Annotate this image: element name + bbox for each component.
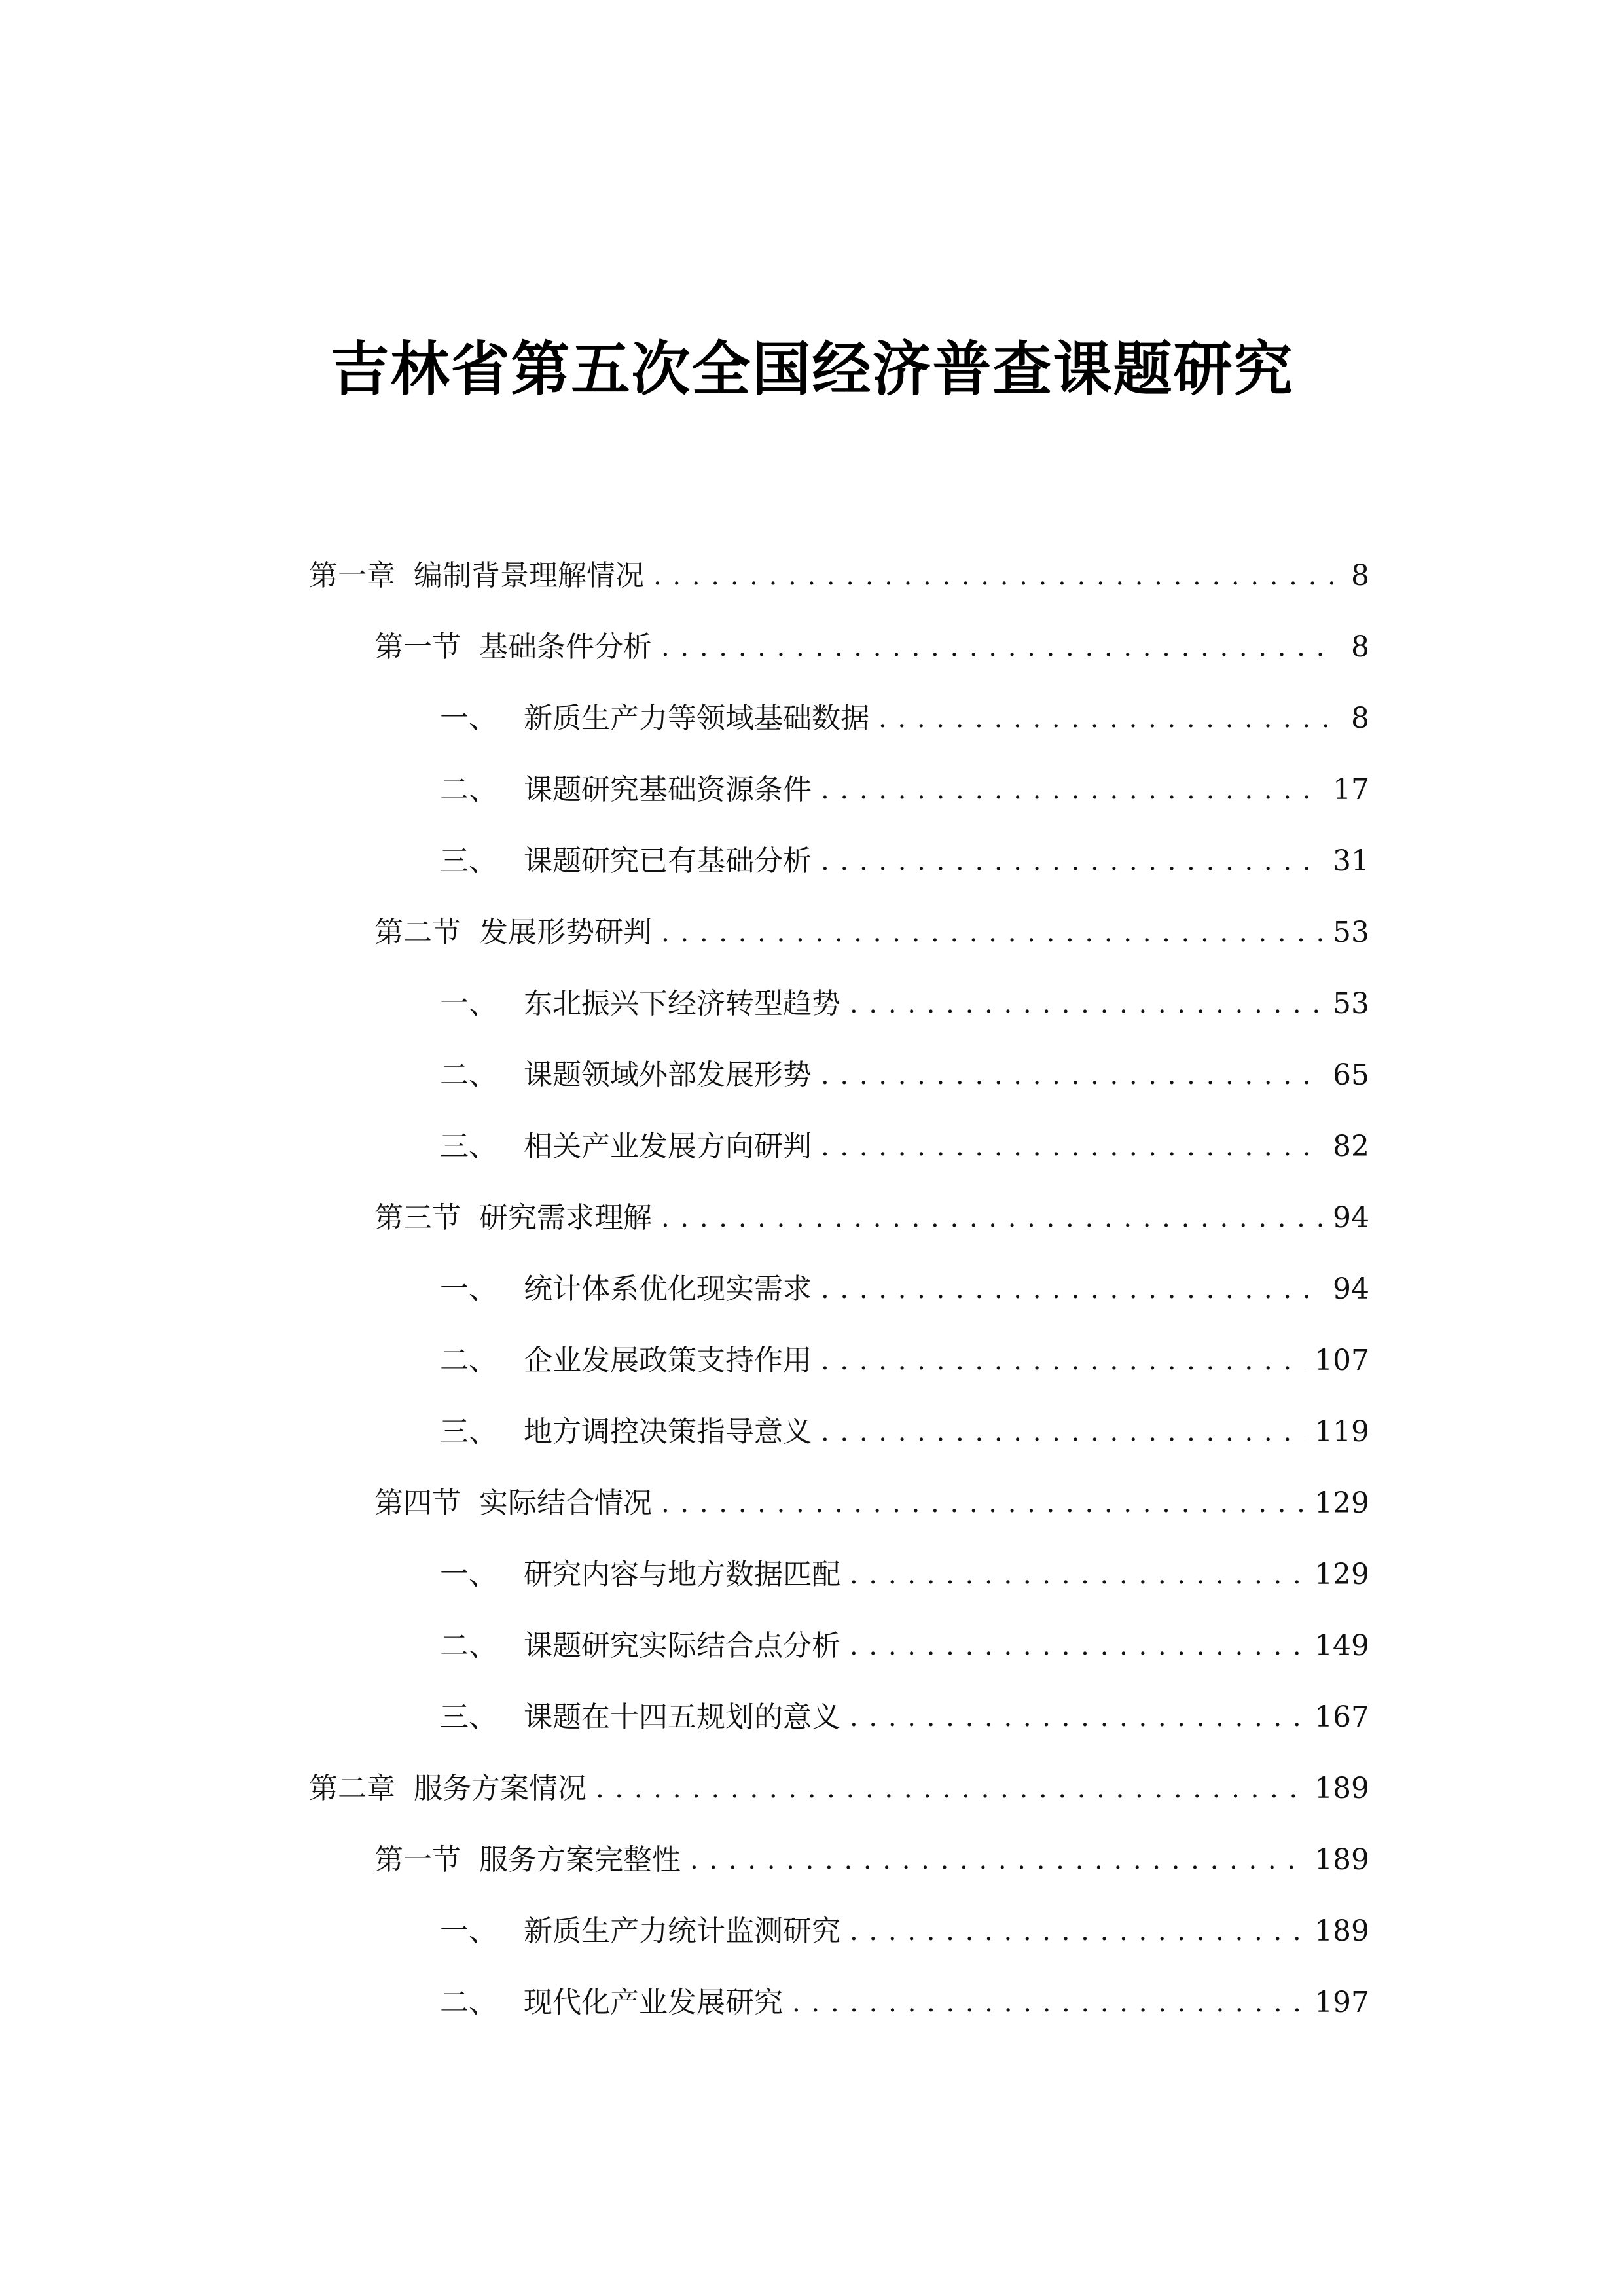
toc-page-number: 8 bbox=[1351, 630, 1369, 664]
toc-entry-title: 课题研究已有基础分析 bbox=[524, 844, 812, 878]
toc-entry-title: 课题在十四五规划的意义 bbox=[524, 1700, 840, 1734]
toc-dot-leader bbox=[661, 1477, 1305, 1530]
toc-entry-title: 课题领域外部发展形势 bbox=[524, 1058, 812, 1092]
toc-dot-leader bbox=[878, 692, 1334, 745]
toc-entry-number: 二、 bbox=[440, 1058, 497, 1092]
toc-entry-section[interactable] bbox=[374, 1834, 1369, 1886]
toc-page-number: 53 bbox=[1333, 987, 1369, 1020]
toc-entry-section[interactable] bbox=[374, 1477, 1369, 1530]
toc-entry-number: 第四节 bbox=[374, 1486, 461, 1520]
toc-entry-number: 三、 bbox=[440, 1415, 497, 1448]
toc-entry-chapter[interactable] bbox=[309, 1763, 1369, 1815]
toc-page-number: 119 bbox=[1314, 1415, 1369, 1448]
toc-entry-title: 企业发展政策支持作用 bbox=[524, 1344, 812, 1377]
toc-page-number: 167 bbox=[1314, 1700, 1369, 1734]
toc-page-number: 189 bbox=[1314, 1843, 1369, 1876]
toc-entry-title: 研究内容与地方数据匹配 bbox=[524, 1558, 840, 1591]
toc-dot-leader bbox=[661, 906, 1324, 959]
toc-entry-chapter[interactable] bbox=[309, 550, 1369, 602]
toc-entry-number: 三、 bbox=[440, 1700, 497, 1734]
toc-entry-number: 第二章 bbox=[309, 1772, 395, 1805]
toc-entry-number: 一、 bbox=[440, 1558, 497, 1591]
document-title: 吉林省第五次全国经济普查课题研究 bbox=[330, 335, 1294, 404]
toc-dot-leader bbox=[850, 1549, 1305, 1601]
toc-entry-title: 基础条件分析 bbox=[479, 630, 652, 664]
toc-entry-title: 现代化产业发展研究 bbox=[524, 1986, 783, 2019]
toc-dot-leader bbox=[850, 1905, 1305, 1958]
toc-entry-subsection[interactable] bbox=[440, 835, 1369, 888]
toc-entry-number: 第三节 bbox=[374, 1201, 461, 1234]
toc-dot-leader bbox=[821, 1121, 1324, 1173]
toc-page-number: 189 bbox=[1314, 1772, 1369, 1805]
toc-entry-subsection[interactable] bbox=[440, 692, 1369, 745]
toc-entry-title: 服务方案完整性 bbox=[479, 1843, 681, 1876]
toc-entry-title: 服务方案情况 bbox=[414, 1772, 586, 1805]
toc-entry-number: 一、 bbox=[440, 1272, 497, 1306]
toc-dot-leader bbox=[821, 1406, 1305, 1458]
toc-entry-subsection[interactable] bbox=[440, 1406, 1369, 1458]
toc-page-number: 107 bbox=[1314, 1344, 1369, 1377]
toc-entry-subsection[interactable] bbox=[440, 978, 1369, 1030]
toc-page-number: 129 bbox=[1314, 1486, 1369, 1520]
toc-entry-subsection[interactable] bbox=[440, 1335, 1369, 1387]
toc-entry-number: 二、 bbox=[440, 773, 497, 806]
toc-dot-leader bbox=[850, 978, 1324, 1030]
toc-dot-leader bbox=[821, 835, 1324, 888]
toc-entry-number: 二、 bbox=[440, 1344, 497, 1377]
toc-dot-leader bbox=[596, 1763, 1305, 1815]
toc-dot-leader bbox=[661, 621, 1334, 673]
toc-entry-number: 一、 bbox=[440, 702, 497, 735]
toc-entry-title: 东北振兴下经济转型趋势 bbox=[524, 987, 840, 1020]
toc-entry-title: 课题研究实际结合点分析 bbox=[524, 1629, 840, 1662]
toc-entry-title: 课题研究基础资源条件 bbox=[524, 773, 812, 806]
toc-dot-leader bbox=[821, 1335, 1305, 1387]
toc-entry-title: 地方调控决策指导意义 bbox=[524, 1415, 812, 1448]
toc-entry-number: 一、 bbox=[440, 1914, 497, 1948]
toc-page-number: 94 bbox=[1333, 1201, 1369, 1234]
toc-dot-leader bbox=[850, 1620, 1305, 1672]
toc-entry-number: 二、 bbox=[440, 1629, 497, 1662]
toc-entry-subsection[interactable] bbox=[440, 1691, 1369, 1744]
toc-dot-leader bbox=[821, 764, 1324, 816]
toc-entry-number: 第一节 bbox=[374, 1843, 461, 1876]
toc-entry-subsection[interactable] bbox=[440, 1049, 1369, 1102]
toc-page-number: 53 bbox=[1333, 916, 1369, 949]
toc-entry-number: 三、 bbox=[440, 844, 497, 878]
toc-dot-leader bbox=[661, 1192, 1324, 1244]
toc-entry-number: 第一节 bbox=[374, 630, 461, 664]
toc-dot-leader bbox=[850, 1691, 1305, 1744]
toc-dot-leader bbox=[821, 1049, 1324, 1102]
toc-entry-subsection[interactable] bbox=[440, 1905, 1369, 1958]
toc-entry-title: 新质生产力统计监测研究 bbox=[524, 1914, 840, 1948]
toc-page-number: 8 bbox=[1351, 559, 1369, 592]
toc-entry-number: 三、 bbox=[440, 1130, 497, 1163]
toc-entry-subsection[interactable] bbox=[440, 1977, 1369, 2029]
toc-page-number: 129 bbox=[1314, 1558, 1369, 1591]
toc-entry-number: 第一章 bbox=[309, 559, 395, 592]
toc-entry-subsection[interactable] bbox=[440, 1263, 1369, 1316]
toc-page-number: 17 bbox=[1333, 773, 1369, 806]
toc-page-number: 149 bbox=[1314, 1629, 1369, 1662]
toc-dot-leader bbox=[821, 1263, 1324, 1316]
toc-dot-leader bbox=[653, 550, 1334, 602]
toc-entry-title: 相关产业发展方向研判 bbox=[524, 1130, 812, 1163]
toc-entry-title: 新质生产力等领域基础数据 bbox=[524, 702, 869, 735]
toc-entry-number: 二、 bbox=[440, 1986, 497, 2019]
toc-entry-subsection[interactable] bbox=[440, 1121, 1369, 1173]
toc-entry-section[interactable] bbox=[374, 1192, 1369, 1244]
toc-page-number: 197 bbox=[1314, 1986, 1369, 2019]
toc-page-number: 31 bbox=[1333, 844, 1369, 878]
toc-entry-number: 第二节 bbox=[374, 916, 461, 949]
toc-entry-title: 发展形势研判 bbox=[479, 916, 652, 949]
toc-page-number: 8 bbox=[1351, 702, 1369, 735]
toc-page-number: 94 bbox=[1333, 1272, 1369, 1306]
toc-entry-number: 一、 bbox=[440, 987, 497, 1020]
toc-page-number: 65 bbox=[1333, 1058, 1369, 1092]
toc-entry-title: 实际结合情况 bbox=[479, 1486, 652, 1520]
toc-entry-section[interactable] bbox=[374, 621, 1369, 673]
toc-entry-title: 研究需求理解 bbox=[479, 1201, 652, 1234]
toc-page-number: 189 bbox=[1314, 1914, 1369, 1948]
toc-dot-leader bbox=[792, 1977, 1305, 2029]
toc-entry-title: 编制背景理解情况 bbox=[414, 559, 644, 592]
toc-entry-subsection[interactable] bbox=[440, 1620, 1369, 1672]
toc-entry-section[interactable] bbox=[374, 906, 1369, 959]
toc-entry-title: 统计体系优化现实需求 bbox=[524, 1272, 812, 1306]
toc-entry-subsection[interactable] bbox=[440, 764, 1369, 816]
toc-entry-subsection[interactable] bbox=[440, 1549, 1369, 1601]
toc-dot-leader bbox=[690, 1834, 1305, 1886]
toc-page-number: 82 bbox=[1333, 1130, 1369, 1163]
